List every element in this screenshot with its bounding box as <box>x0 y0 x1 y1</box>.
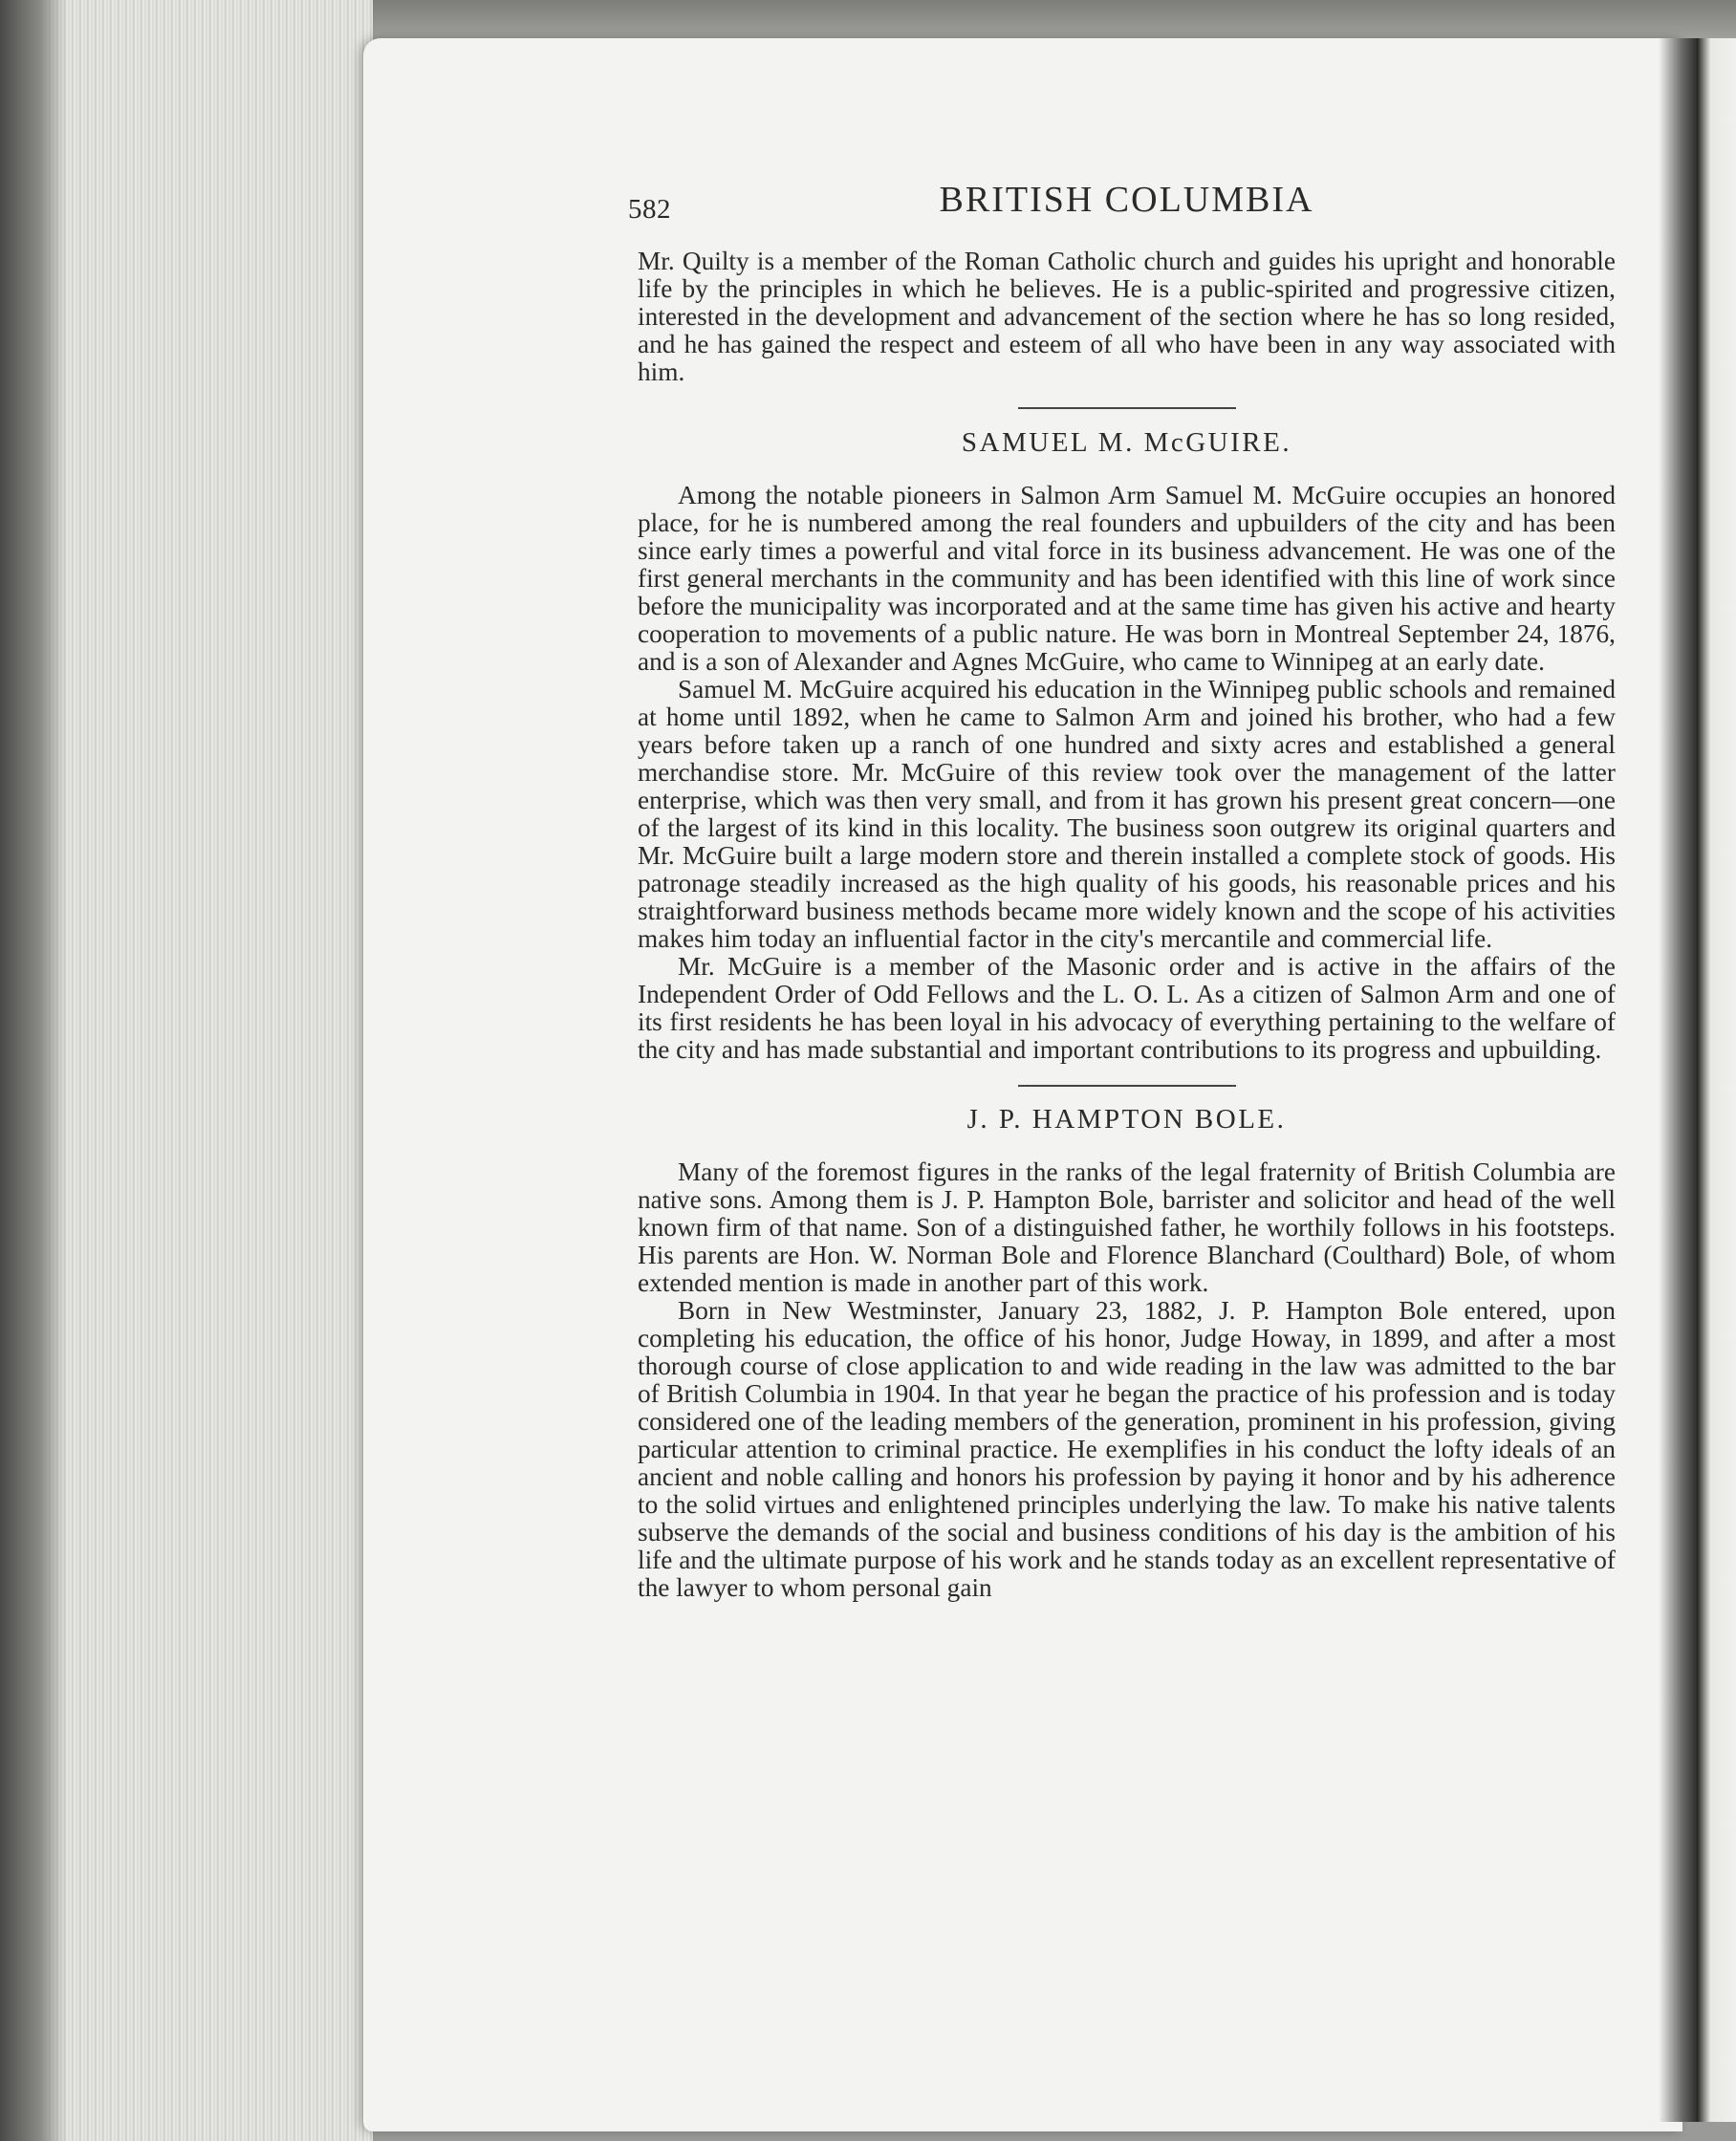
facing-page-sliver <box>1697 38 1736 2122</box>
bole-paragraph-2: Born in New Westminster, January 23, 1882, J. P. Hampton Bole entered, upon completing his education, the office of his honor, Judge Howay, in 1899, and after a most thorough course of close application to and wide reading in the law was admitted to the bar of British Columbia in 1904. In that year he began the practice of his profession and is today considered one of the leading members of the generation, prominent in his profession, giving particular attention to criminal practice. He exemplifies in his conduct the lofty ideals of an ancient and noble calling and honors his profession by paying it honor and by his adherence to the solid virtues and enlightened principles underlying the law. To make his native talents subserve the demands of the social and business conditions of his day is the ambition of his life and the ultimate purpose of his work and he stands today as an excellent representative of the lawyer to whom personal gain <box>638 1296 1616 1602</box>
running-head <box>628 180 1616 234</box>
mcguire-paragraph-1: Among the notable pioneers in Salmon Arm Samuel M. McGuire occupies an honored place, for he is numbered among the real founders and upbuilders of the city and has been since early times a powerful and vital force in its business advancement. He was one of the first general merchants in the community and has been identified with this line of work since before the municipality was incorporated and at the same time has given his active and hearty cooperation to movements of a public nature. He was born in Montreal September 24, 1876, and is a son of Alexander and Agnes McGuire, who came to Winnipeg at an early date. <box>638 481 1616 676</box>
section-title-bole: J. P. HAMPTON BOLE. <box>966 1104 1287 1135</box>
mcguire-paragraph-3: Mr. McGuire is a member of the Masonic order and is active in the affairs of the Independent Order of Odd Fellows and the L. O. L. As a citizen of Salmon Arm and one of its first residents he has been loyal in his advocacy of everything pertaining to the welfare of the city and has made substantial and important contributions to its progress and upbuilding. <box>638 952 1616 1064</box>
section-divider <box>1018 407 1236 409</box>
page-number: 582 <box>628 194 671 225</box>
intro-paragraph: Mr. Quilty is a member of the Roman Catholic church and guides his upright and honorable life by the principles in which he believes. He is a public-spirited and progressive citizen, interested in the development and advancement of the section where he has so long resided, and he has gained the respect and esteem of all who have been in any way associated with him. <box>638 247 1616 386</box>
book-edge-shadow <box>0 0 67 2141</box>
running-title: BRITISH COLUMBIA <box>939 180 1314 220</box>
book-gutter <box>1659 38 1697 2122</box>
bole-paragraph-1: Many of the foremost figures in the ranks of the legal fraternity of British Columbia are native sons. Among them is J. P. Hampton Bole, barrister and solicitor and head of the well known firm of that name. Son of a distinguished father, he worthily follows in his footsteps. His parents are Hon. W. Norman Bole and Florence Blanchard (Coulthard) Bole, of whom extended mention is made in another part of this work. <box>638 1157 1616 1297</box>
section-title-mcguire: SAMUEL M. McGUIRE. <box>961 427 1292 458</box>
page-content <box>628 180 1616 1602</box>
mcguire-paragraph-2: Samuel M. McGuire acquired his education in the Winnipeg public schools and remained at home until 1892, when he came to Salmon Arm and joined his brother, who had a few years before taken up a ranch of one hundred and sixty acres and established a general merchandise store. Mr. McGuire of this review took over the management of the latter enterprise, which was then very small, and from it has grown his present great concern—one of the largest of its kind in this locality. The business soon outgrew its original quarters and Mr. McGuire built a large modern store and therein installed a complete stock of goods. His patronage steadily increased as the high quality of his goods, his reasonable prices and his straightforward business methods became more widely known and the scope of his activities makes him today an influential factor in the city's mercantile and commercial life. <box>638 675 1616 953</box>
section-divider <box>1018 1085 1236 1087</box>
